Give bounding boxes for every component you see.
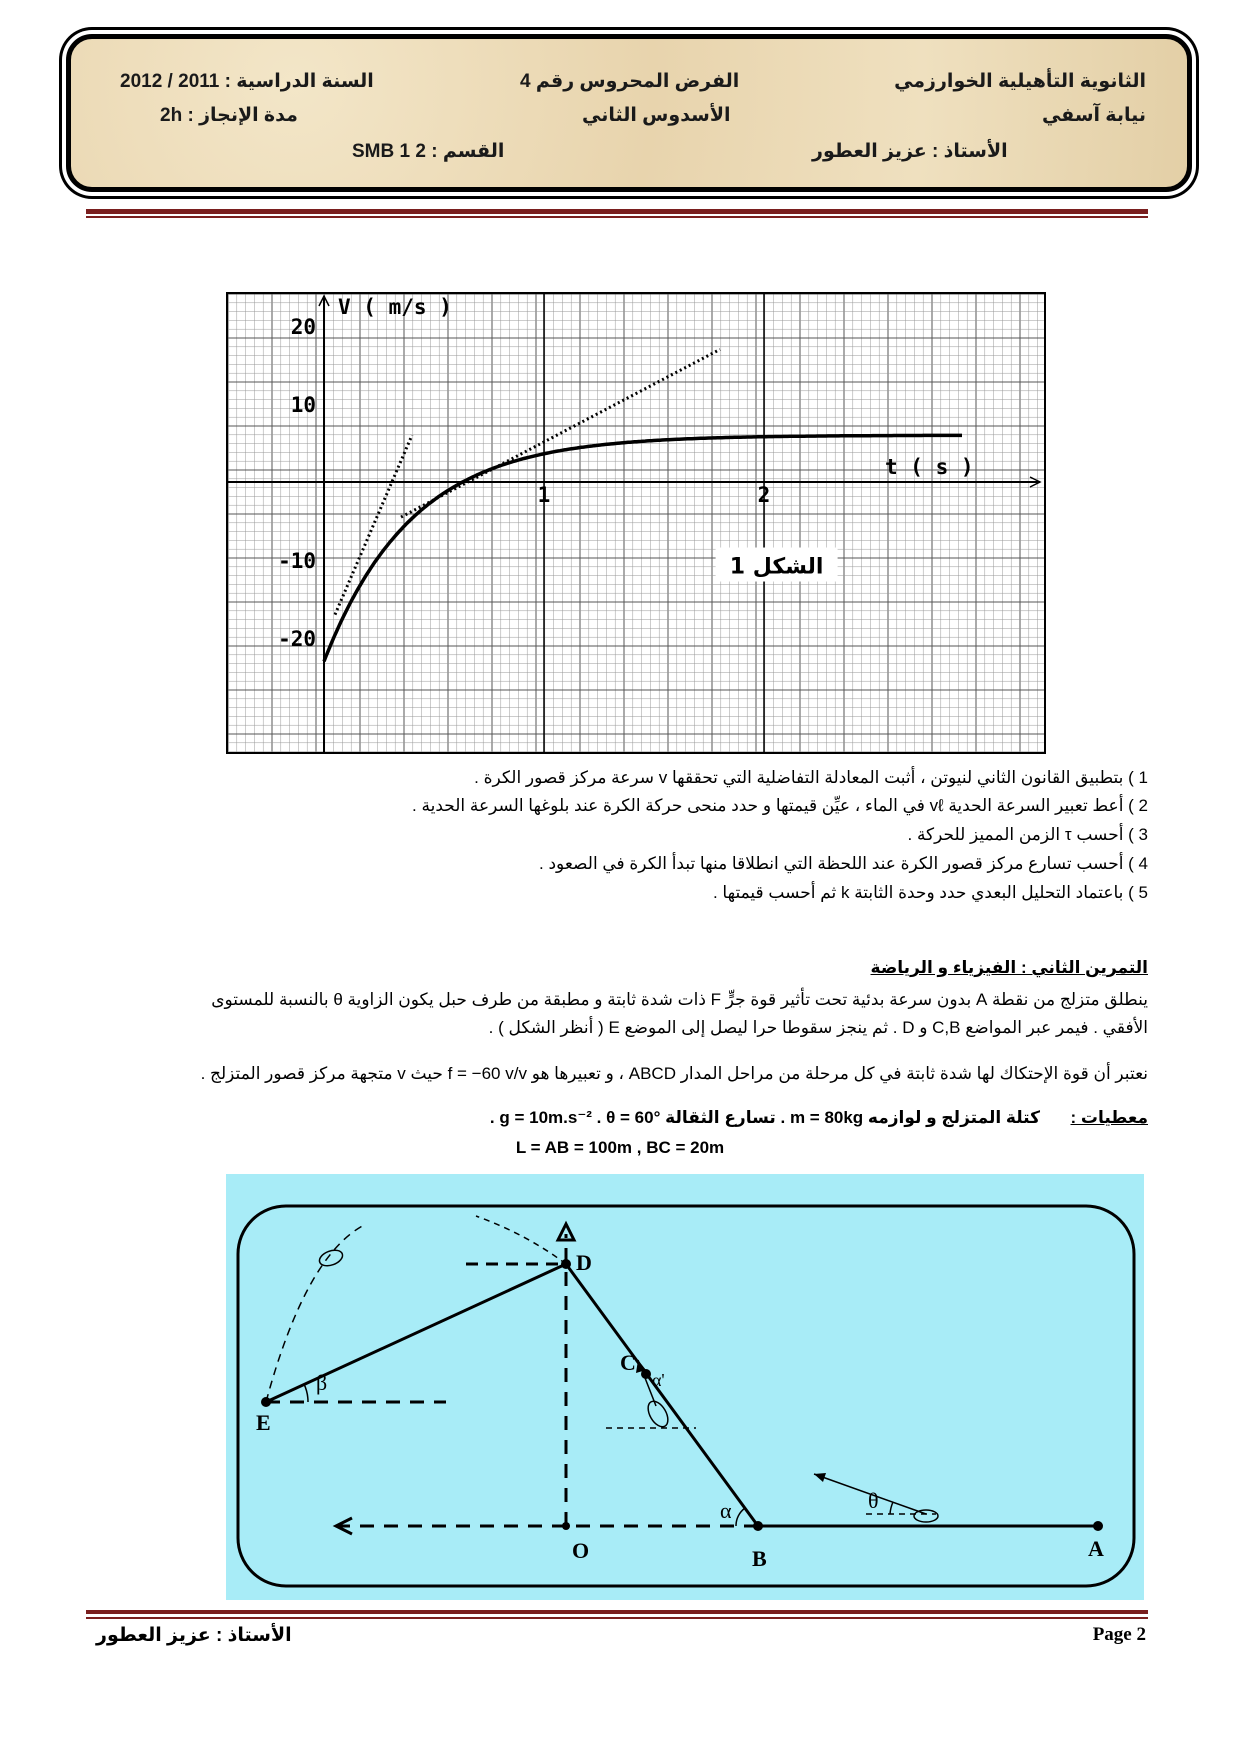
label-a: A [1088,1536,1104,1561]
point-a-dot [1093,1521,1103,1531]
skier-figure [226,1174,1144,1600]
class-name: القسم : 2 SMB 1 [352,141,505,162]
velocity-curve [324,435,962,661]
chart-title: الشكل 1 [729,554,824,580]
exercise2-para2: نعتبر أن قوة الإحتكاك لها شدة ثابتة في كل مرحلة من مراحل المدار ABCD ، و تعبيرها هو f = −60 v/v حيث v متجهة مركز قصور المتزلج . [200,1064,1148,1083]
skier-a-icon [914,1510,938,1522]
header-rule [86,209,1148,214]
skier-figure-svg [226,1174,1144,1600]
duration: مدة الإنجاز : 2h [160,105,298,126]
teacher-name: الأستاذ : عزيز العطور [812,141,1008,162]
question-2: 2 ) أعط تعبير السرعة الحدية vℓ في الماء ، عيِّن قيمتها و حدد منحى حركة الكرة عند بلوغها السرعة الحدية . [412,796,1148,815]
label-beta: β [316,1370,328,1395]
y-tick-label: 20 [290,315,316,339]
y-tick-label: -20 [278,627,316,651]
label-theta: θ [868,1488,879,1513]
exam-title: الفرض المحروس رقم 4 [520,71,740,92]
footer-rule-thin [86,1617,1148,1619]
rope-arrow [814,1473,826,1482]
figure-frame [238,1206,1134,1586]
segment-de [266,1264,566,1402]
data-line-1: كتلة المتزلج و لوازمه m = 80kg . تسارع الثقالة g = 10m.s⁻² . θ = 60° . [489,1108,1040,1127]
data-label: معطيات : [1070,1108,1148,1127]
x-tick-label: 1 [537,483,551,507]
footer-teacher: الأستاذ : عزيز العطور [96,1625,292,1646]
x-axis-label: t ( s ) [885,455,974,479]
semester: الأسدوس الثاني [582,105,731,126]
point-o-dot [562,1522,570,1530]
question-3: 3 ) أحسب τ الزمن المميز للحركة . [907,825,1148,844]
label-d: D [576,1250,592,1275]
velocity-chart [226,292,1046,754]
label-o: O [572,1538,590,1563]
page-number: Page 2 [1092,1624,1146,1645]
school-year: السنة الدراسية : 2011 / 2012 [120,71,374,92]
question-4: 4 ) أحسب تسارع مركز قصور الكرة عند اللحظة التي انطلاقا منها تبدأ الكرة في الصعود . [539,854,1148,873]
label-b: B [752,1546,767,1571]
theta-arc [890,1502,893,1514]
label-alpha: α [720,1498,732,1523]
beta-arc [304,1384,308,1402]
segment-bd [566,1264,758,1526]
exercise2-para1-line2: الأفقي . فيمر عبر المواضع C,B و D . ثم ينجز سقوطا حرا ليصل إلى الموضع E ( أنظر الشكل ) . [488,1018,1148,1037]
exercise2-title: التمرين الثاني : الفيزياء و الرياضة [870,958,1148,977]
label-e: E [256,1410,271,1435]
y-tick-label: -10 [278,549,316,573]
directorate: نيابة آسفي [1041,105,1146,126]
question-1: 1 ) بتطبيق القانون الثاني لنيوتن ، أثبت المعادلة التفاضلية التي تحققها v سرعة مركز قصور الكرة . [474,768,1148,787]
label-c: C [620,1350,636,1375]
footer-rule [86,1610,1148,1614]
question-5: 5 ) باعتماد التحليل البعدي حدد وحدة الثابتة k ثم أحسب قيمتها . [712,883,1148,902]
school-name: الثانوية التأهيلية الخوارزمي [894,71,1146,92]
launch-trajectory [476,1216,566,1264]
label-alpha-prime: α' [652,1370,665,1390]
y-tick-label: 10 [290,393,316,417]
alpha-arc [736,1508,745,1526]
exercise2-para1-line1: ينطلق متزلج من نقطة A بدون سرعة بدئية تحت تأثير قوة جرٍّ F ذات شدة ثابتة و مطبقة من طرف حبل يكون الزاوية θ بالنسبة للمستوى [211,990,1148,1009]
header-rule-thin [86,216,1148,218]
tangent-origin [335,435,412,614]
chart-svg [228,294,1044,752]
data-line-2: L = AB = 100m , BC = 20m [515,1138,725,1157]
x-tick-label: 2 [757,483,771,507]
y-axis-label: V ( m/s ) [338,295,452,319]
